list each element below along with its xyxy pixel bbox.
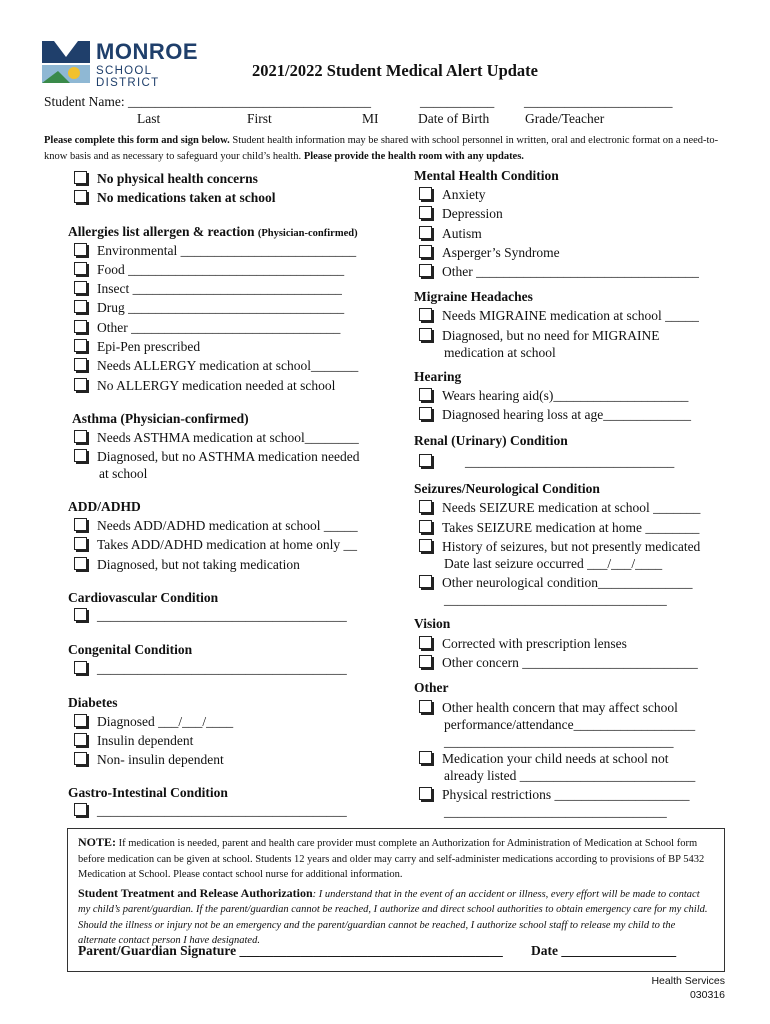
page-title: 2021/2022 Student Medical Alert Update <box>252 61 538 80</box>
seizure-other-line[interactable]: _________________________________ <box>444 592 667 607</box>
migraine-item[interactable] <box>419 308 699 324</box>
checkbox[interactable] <box>74 714 87 727</box>
monroe-logo-icon <box>40 37 92 85</box>
allergies-heading <box>68 224 358 240</box>
checkbox-label: _____________________________________ <box>97 803 347 818</box>
instructions-bold: Please complete this form and sign below. <box>44 135 230 146</box>
mental-item[interactable] <box>419 264 699 280</box>
mental-item[interactable] <box>419 245 560 261</box>
vision-heading: Vision <box>414 616 451 631</box>
checkbox-label: Epi-Pen prescribed <box>97 339 201 354</box>
no-meds-item[interactable] <box>74 190 276 206</box>
checkbox[interactable] <box>419 655 432 668</box>
other-item[interactable] <box>419 751 668 767</box>
checkbox-label: Other neurological condition______________ <box>442 575 693 590</box>
other-item-cont[interactable]: already listed __________________________ <box>444 768 696 783</box>
heading-subtext: (Physician-confirmed) <box>257 228 358 239</box>
allergy-item[interactable] <box>74 320 340 336</box>
allergy-item[interactable] <box>74 300 344 316</box>
signature-field[interactable]: Parent/Guardian Signature _______________________________________ <box>78 943 503 958</box>
checkbox[interactable] <box>74 171 87 184</box>
checkbox-label: Corrected with prescription lenses <box>442 636 627 651</box>
checkbox-label: _____________________________________ <box>97 661 347 676</box>
note-paragraph <box>78 835 714 883</box>
checkbox[interactable] <box>419 636 432 649</box>
seizure-date-field[interactable]: Date last seizure occurred ___/___/____ <box>444 556 663 571</box>
checkbox[interactable] <box>74 557 87 570</box>
footer-code: 030316 <box>689 989 725 1001</box>
checkbox[interactable] <box>419 454 432 467</box>
footer-dept: Health Services <box>651 975 725 987</box>
checkbox-label: Asperger’s Syndrome <box>442 245 560 260</box>
allergy-item[interactable] <box>74 281 342 297</box>
checkbox-label: No physical health concerns <box>97 171 258 186</box>
congenital-item[interactable] <box>74 661 347 677</box>
other-item-line[interactable]: _________________________________ <box>444 804 667 819</box>
other-item-line[interactable]: __________________________________ <box>444 734 674 749</box>
allergy-item[interactable] <box>74 339 200 355</box>
allergy-item[interactable] <box>74 243 356 259</box>
checkbox[interactable] <box>419 575 432 588</box>
checkbox-label: Medication your child needs at school not <box>442 751 669 766</box>
checkbox-label: Needs ASTHMA medication at school________ <box>97 430 359 445</box>
release-paragraph <box>78 886 714 949</box>
diabetes-heading: Diabetes <box>68 695 118 710</box>
checkbox[interactable] <box>419 787 432 800</box>
checkbox-label: Takes ADD/ADHD medication at home only __ <box>97 537 358 552</box>
checkbox-label: Diagnosed hearing loss at age_____________ <box>442 407 691 422</box>
checkbox[interactable] <box>74 358 87 371</box>
cardio-item[interactable] <box>74 608 347 624</box>
checkbox-label: Drug ________________________________ <box>97 300 345 315</box>
checkbox-label: Food ________________________________ <box>97 262 345 277</box>
hearing-item[interactable] <box>419 407 691 423</box>
grade-field[interactable]: ______________________ <box>524 94 673 109</box>
checkbox[interactable] <box>419 539 432 552</box>
checkbox[interactable] <box>74 449 87 462</box>
release-label: Student Treatment and Release Authorization <box>78 885 313 900</box>
checkbox[interactable] <box>419 328 432 341</box>
checkbox-label: Diagnosed ___/___/____ <box>97 714 234 729</box>
seizure-heading: Seizures/Neurological Condition <box>414 481 600 496</box>
diabetes-item[interactable] <box>74 752 224 768</box>
congenital-heading: Congenital Condition <box>68 642 193 657</box>
adhd-heading: ADD/ADHD <box>68 499 141 514</box>
mental-heading: Mental Health Condition <box>414 168 559 183</box>
label-mi: MI <box>362 111 379 126</box>
checkbox-label: _______________________________ <box>465 454 675 469</box>
checkbox[interactable] <box>74 661 87 674</box>
checkbox[interactable] <box>419 264 432 277</box>
checkbox-label: Wears hearing aid(s)____________________ <box>442 388 689 403</box>
checkbox-label: Environmental __________________________ <box>97 243 357 258</box>
dob-field[interactable]: ___________ <box>420 94 495 109</box>
checkbox-label: Diagnosed, but no ASTHMA medication needed <box>97 449 360 464</box>
district-logo <box>40 37 212 89</box>
checkbox[interactable] <box>74 430 87 443</box>
checkbox[interactable] <box>74 339 87 352</box>
checkbox-label: Needs ALLERGY medication at school_______ <box>97 358 359 373</box>
migraine-item[interactable] <box>419 328 659 344</box>
checkbox[interactable] <box>419 245 432 258</box>
release-text: : I understand that in the event of an accident or illness, every effort will be made to contact my child’s parent/guardian. If the parent/guardian cannot be reached, I authorize and direct school authorities to obtain emergency care for my child. Should the illness or injury not be an emergency and the parent/guardian cannot be reached, I authorize school staff to release my child to the alternate contact person I have designated. <box>78 888 708 946</box>
seizure-item[interactable] <box>419 575 692 591</box>
diabetes-item[interactable] <box>74 733 193 749</box>
asthma-item[interactable] <box>74 430 359 446</box>
note-box <box>67 828 725 972</box>
label-grade: Grade/Teacher <box>525 111 605 126</box>
checkbox-label: Other _________________________________ <box>442 264 699 279</box>
checkbox-label: No ALLERGY medication needed at school <box>97 378 336 393</box>
checkbox-label: Depression <box>442 206 503 221</box>
footer <box>651 974 725 1002</box>
migraine-item-cont: medication at school <box>444 345 556 360</box>
asthma-item-cont: at school <box>99 466 148 481</box>
allergy-item[interactable] <box>74 378 335 394</box>
other-heading: Other <box>414 680 449 695</box>
adhd-item[interactable] <box>74 537 357 553</box>
logo-name: MONROE <box>96 39 198 64</box>
checkbox-label: Insulin dependent <box>97 733 194 748</box>
adhd-item[interactable] <box>74 557 300 573</box>
other-item[interactable] <box>419 700 678 716</box>
renal-item[interactable] <box>419 454 674 470</box>
checkbox[interactable] <box>74 608 87 621</box>
mental-item[interactable] <box>419 187 486 203</box>
checkbox[interactable] <box>74 733 87 746</box>
checkbox[interactable] <box>419 187 432 200</box>
label-first: First <box>247 111 272 126</box>
vision-item[interactable] <box>419 655 698 671</box>
diabetes-item[interactable] <box>74 714 233 730</box>
gi-item[interactable] <box>74 803 347 819</box>
checkbox[interactable] <box>419 520 432 533</box>
checkbox-label: History of seizures, but not presently medicated <box>442 539 701 554</box>
checkbox[interactable] <box>419 500 432 513</box>
checkbox[interactable] <box>419 206 432 219</box>
checkbox-label: Other concern __________________________ <box>442 655 698 670</box>
checkbox-label: Needs MIGRAINE medication at school _____ <box>442 308 699 323</box>
asthma-item[interactable] <box>74 449 359 465</box>
mental-item[interactable] <box>419 206 503 222</box>
instructions-text: Student health information may be shared with school personnel in written, oral and electronic format on a need-to-know basis and as necessary to safeguard your child’s health. <box>44 135 719 162</box>
mental-item[interactable] <box>419 226 482 242</box>
label-last: Last <box>137 111 161 126</box>
instructions <box>44 133 734 165</box>
heading-text: Allergies list allergen & reaction <box>68 224 255 239</box>
instructions-bold-2: Please provide the health room with any updates. <box>303 151 524 162</box>
renal-heading: Renal (Urinary) Condition <box>414 433 568 448</box>
checkbox-label: Takes SEIZURE medication at home ________ <box>442 520 700 535</box>
checkbox-label: Autism <box>442 226 482 241</box>
checkbox[interactable] <box>419 226 432 239</box>
hearing-heading: Hearing <box>414 369 462 384</box>
allergy-item[interactable] <box>74 262 344 278</box>
checkbox[interactable] <box>419 388 432 401</box>
checkbox-label: Other health concern that may affect school <box>442 700 678 715</box>
checkbox-label: _____________________________________ <box>97 608 347 623</box>
gi-heading: Gastro-Intestinal Condition <box>68 785 228 800</box>
asthma-heading: Asthma (Physician-confirmed) <box>72 411 249 426</box>
seizure-item[interactable] <box>419 500 700 516</box>
checkbox-label: Other _______________________________ <box>97 320 341 335</box>
checkbox-label: Diagnosed, but not taking medication <box>97 557 300 572</box>
checkbox[interactable] <box>74 320 87 333</box>
allergy-item[interactable] <box>74 358 358 374</box>
note-label: NOTE: <box>78 835 117 849</box>
hearing-item[interactable] <box>419 388 688 404</box>
checkbox[interactable] <box>74 378 87 391</box>
migraine-heading: Migraine Headaches <box>414 289 533 304</box>
label-dob: Date of Birth <box>418 111 490 126</box>
checkbox[interactable] <box>419 751 432 764</box>
checkbox-label: Non- insulin dependent <box>97 752 224 767</box>
checkbox[interactable] <box>74 537 87 550</box>
other-item-cont[interactable]: performance/attendance__________________ <box>444 717 696 732</box>
checkbox[interactable] <box>74 300 87 313</box>
no-concerns-item[interactable] <box>74 171 258 187</box>
note-text: If medication is needed, parent and health care provider must complete an Authorization for Administration of Medication at School form before medication can be given at school. Students 12 years and older may carry and self-administer medications according to provisions of BP 5432 Medication at School. Please contact school nurse for additional information. <box>78 838 705 880</box>
seizure-item[interactable] <box>419 539 700 555</box>
checkbox[interactable] <box>419 407 432 420</box>
checkbox[interactable] <box>74 243 87 256</box>
checkbox-label: No medications taken at school <box>97 190 276 205</box>
checkbox-label: Needs ADD/ADHD medication at school _____ <box>97 518 358 533</box>
logo-subtitle: SCHOOL DISTRICT <box>96 65 160 89</box>
checkbox-label: Needs SEIZURE medication at school _______ <box>442 500 701 515</box>
checkbox-label: Physical restrictions ____________________ <box>442 787 690 802</box>
checkbox[interactable] <box>74 518 87 531</box>
student-name-field[interactable]: Student Name: ____________________________________ <box>44 94 371 109</box>
vision-item[interactable] <box>419 636 627 652</box>
checkbox[interactable] <box>74 281 87 294</box>
checkbox[interactable] <box>74 262 87 275</box>
cardio-heading: Cardiovascular Condition <box>68 590 219 605</box>
checkbox[interactable] <box>74 803 87 816</box>
adhd-item[interactable] <box>74 518 358 534</box>
checkbox[interactable] <box>419 700 432 713</box>
date-field[interactable]: Date _________________ <box>531 943 677 958</box>
seizure-item[interactable] <box>419 520 699 536</box>
checkbox[interactable] <box>419 308 432 321</box>
checkbox[interactable] <box>74 752 87 765</box>
checkbox[interactable] <box>74 190 87 203</box>
checkbox-label: Insect _______________________________ <box>97 281 342 296</box>
checkbox-label: Anxiety <box>442 187 486 202</box>
checkbox-label: Diagnosed, but no need for MIGRAINE <box>442 328 660 343</box>
other-item[interactable] <box>419 787 689 803</box>
